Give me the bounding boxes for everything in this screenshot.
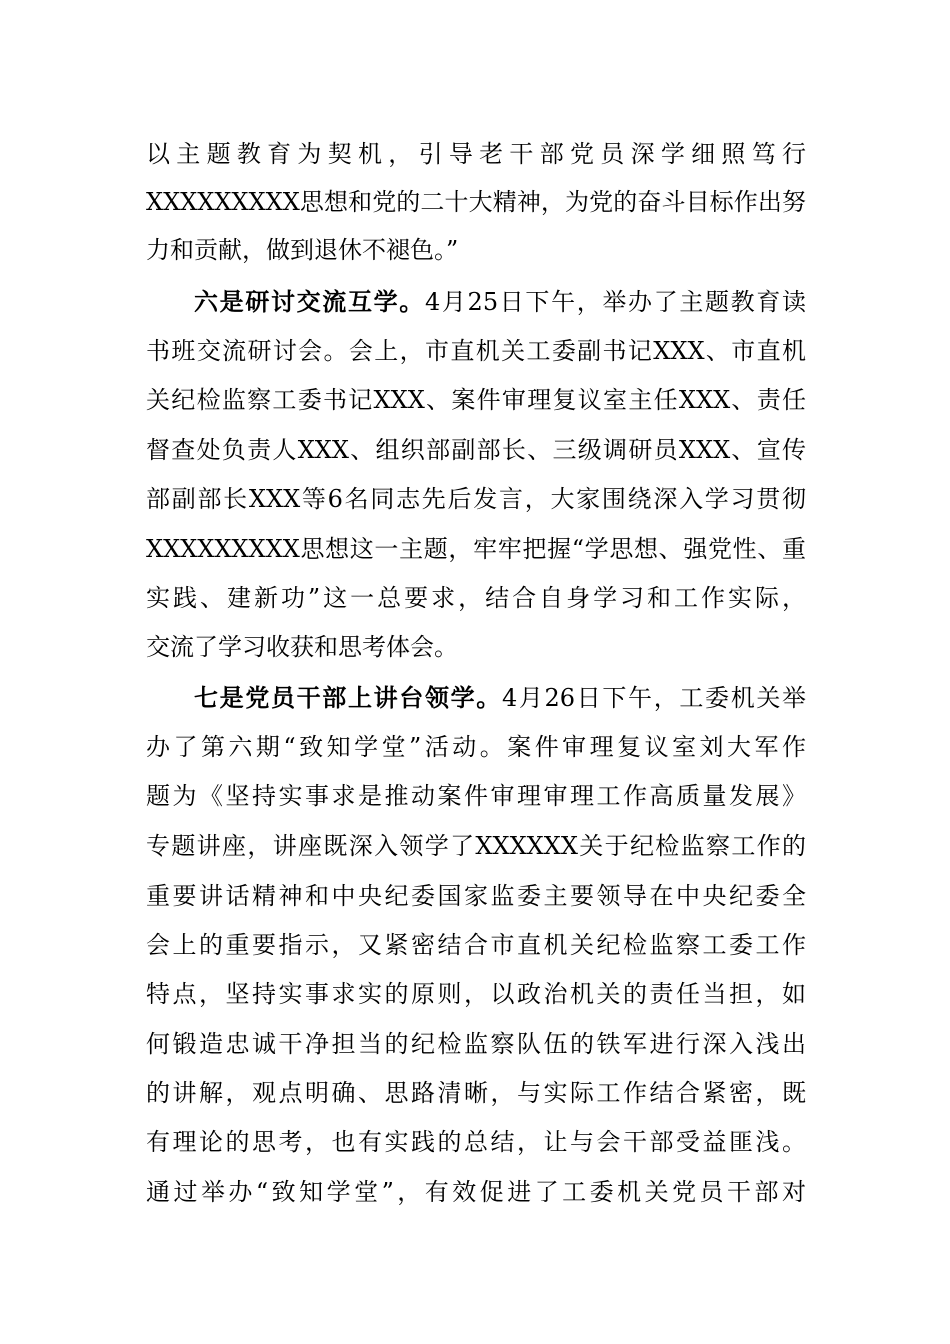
text-line: 办了第六期“致知学堂”活动。案件审理复议室刘大军作 — [146, 733, 806, 761]
text-line: 交流了学习收获和思考体会。 — [146, 633, 458, 661]
paragraph-heading: 七是党员干部上讲台领学。 — [194, 683, 502, 712]
paragraph-first-line — [194, 678, 806, 718]
paragraph-first-line — [194, 282, 806, 322]
text-line: 以主题教育为契机，引导老干部党员深学细照笃行 — [146, 140, 806, 168]
text-line: 有理论的思考，也有实践的总结，让与会干部受益匪浅。 — [146, 1128, 806, 1156]
text-line: 何锻造忠诚干净担当的纪检监察队伍的铁军进行深入浅出 — [146, 1030, 806, 1058]
text-line: XXXXXXXXX思想这一主题，牢牢把握“学思想、强党性、重 — [146, 535, 806, 563]
text-line: 重要讲话精神和中央纪委国家监委主要领导在中央纪委全 — [146, 882, 806, 910]
text-line: 会上的重要指示，又紧密结合市直机关纪检监察工委工作 — [146, 931, 806, 959]
text-line: 实践、建新功”这一总要求，结合自身学习和工作实际， — [146, 584, 806, 612]
text-line: 督查处负责人XXX、组织部副部长、三级调研员XXX、宣传 — [146, 436, 806, 464]
text-line: 力和贡献，做到退休不褪色。” — [146, 236, 459, 264]
text-line: 特点，坚持实事求实的原则，以政治机关的责任当担，如 — [146, 980, 806, 1008]
text-line: 通过举办“致知学堂”，有效促进了工委机关党员干部对 — [146, 1178, 806, 1206]
text-line: 专题讲座，讲座既深入领学了XXXXXX关于纪检监察工作的 — [146, 832, 806, 860]
paragraph-text: 4月25日下午，举办了主题教育读 — [424, 288, 806, 316]
text-line: 题为《坚持实事求是推动案件审理审理工作高质量发展》 — [146, 782, 806, 810]
text-line: 关纪检监察工委书记XXX、案件审理复议室主任XXX、责任 — [146, 386, 806, 414]
paragraph-text: 4月26日下午，工委机关举 — [501, 684, 806, 712]
text-line: XXXXXXXXX思想和党的二十大精神，为党的奋斗目标作出努 — [146, 188, 806, 216]
text-line: 的讲解，观点明确、思路清晰，与实际工作结合紧密，既 — [146, 1079, 806, 1107]
paragraph-heading: 六是研讨交流互学。 — [194, 287, 425, 316]
text-line: 书班交流研讨会。会上，市直机关工委副书记XXX、市直机 — [146, 337, 806, 365]
text-line: 部副部长XXX等6名同志先后发言，大家围绕深入学习贯彻 — [146, 485, 806, 513]
